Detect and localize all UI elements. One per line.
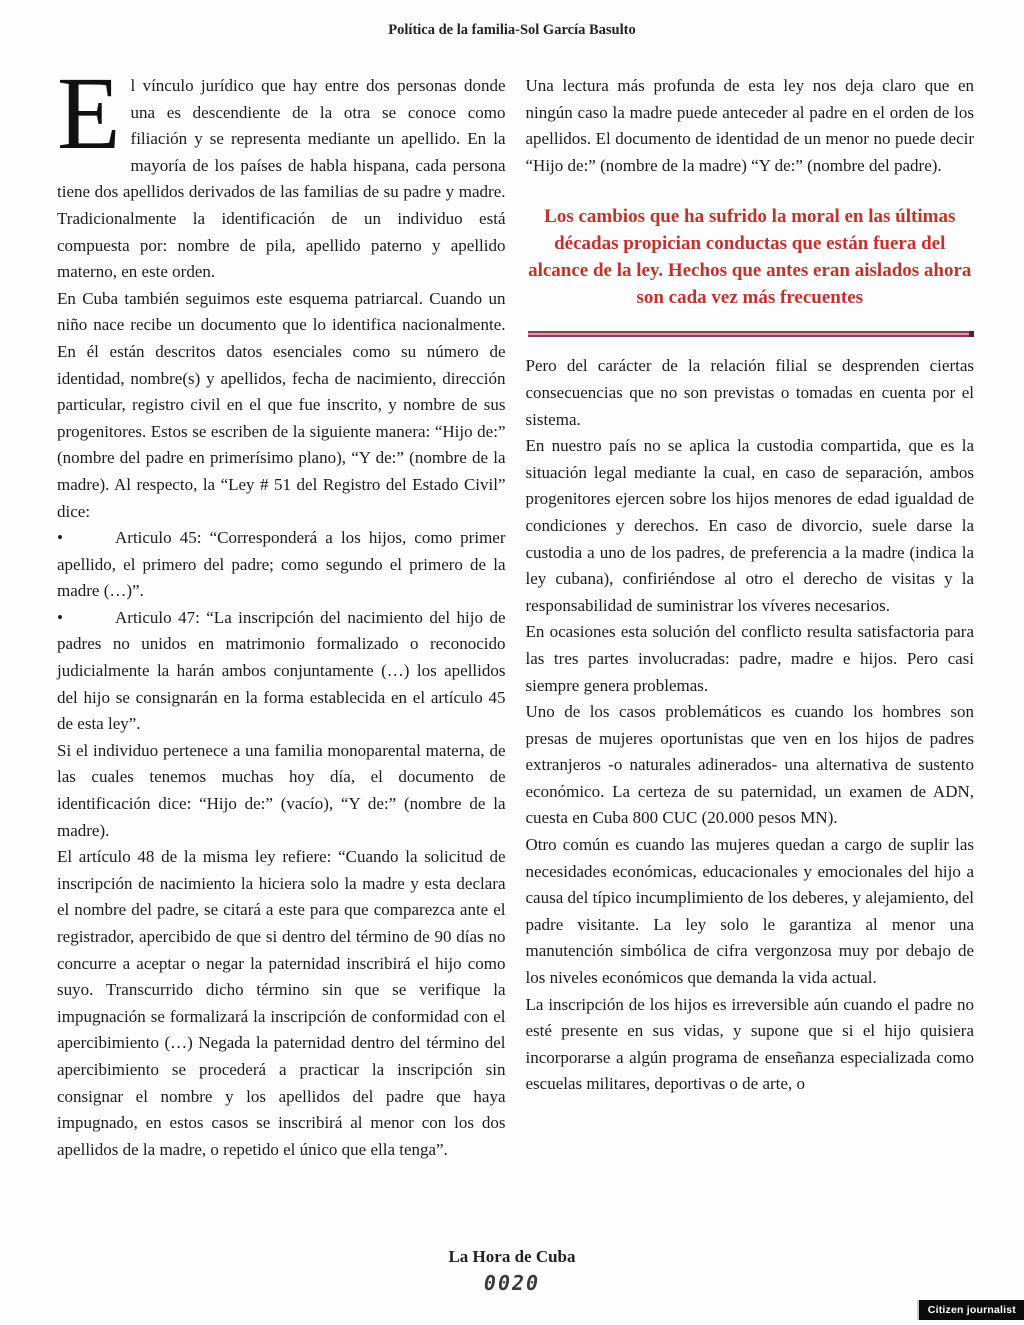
citizen-journalist-badge: Citizen journalist <box>917 1300 1024 1320</box>
paragraph-articulo-48: El artículo 48 de la misma ley refiere: “Cuando la solicitud de inscripción de nacimiento la hiciera solo la madre y esta declara el nombre del padre, se citará a este para que comparezca ante el registrador, apercibido de que si dentro del término de 90 días no concurre a aceptar o negar la paternidad inscribirá el hijo como suyo. Transcurrido dicho término sin que se verifique la impugnación se formalizará la inscripción de conformidad con el apercibimiento (…) Negada la paternidad dentro del término del apercibimiento se procederá a practicar la inscripción sin consignar el nombre y los apellidos del padre que haya impugnado, en estos casos se inscribirá al menor con los dos apellidos de la madre, o repetido el único que ella tenga”. <box>57 847 506 1159</box>
bullet-icon: • <box>57 607 63 627</box>
paragraph-intro-text: l vínculo jurídico que hay entre dos personas donde una es descendiente de la otra se conoce como filiación y se representa mediante un apellido. En la mayoría de los países de habla hispana, cada persona tiene dos apellidos derivados de las familias de su padre y madre. Tradicionalmente la identificación de un individuo está compuesta por: nombre de pila, apellido paterno y apellido materno, en este orden. <box>57 76 506 282</box>
page-footer <box>0 1247 1024 1295</box>
page-header-title: Política de la familia-Sol García Basulto <box>388 22 636 38</box>
two-column-layout <box>0 56 1024 1163</box>
bullet-item-articulo-47 <box>57 605 506 738</box>
paragraph-lectura-profunda: Una lectura más profunda de esta ley nos deja claro que en ningún caso la madre puede anteceder al padre en el orden de los apellidos. El documento de identidad de un menor no puede decir “Hijo de:” (nombre de la madre) “Y de:” (nombre del padre). <box>525 76 974 175</box>
bullet-item-text: Articulo 47: “La inscripción del nacimiento del hijo de padres no unidos en matrimonio formalizado o reconocido judicialmente la harán ambos conjuntamente (…) los apellidos del hijo se consignarán en la forma establecida en el artículo 45 de esta ley”. <box>57 607 506 734</box>
bullet-icon: • <box>57 528 63 548</box>
page-number: 0020 <box>483 1271 541 1295</box>
paragraph-intro <box>57 56 506 286</box>
bullet-item-articulo-45 <box>57 525 506 605</box>
bullet-item-text: Articulo 45: “Corresponderá a los hijos, como primer apellido, el primero del padre; como segundo el primero de la madre (…)”. <box>57 528 506 601</box>
paragraph-caracter-filial: Pero del carácter de la relación filial se desprenden ciertas consecuencias que no son previstas o tomadas en cuenta por el sistema. <box>525 356 974 429</box>
pull-quote: Los cambios que ha sufrido la moral en las últimas décadas propician conductas que están fuera del alcance de la ley. Hechos que antes eran aislados ahora son cada vez más frecuentes <box>528 206 972 309</box>
dropcap-letter: E <box>57 56 121 171</box>
paragraph-inscripcion-irreversible: La inscripción de los hijos es irreversible aún cuando el padre no esté presente en sus vidas, y supone que si el hijo quisiera incorporarse a algún programa de enseñanza especializada como escuelas militares, deportivas o de arte, o <box>525 994 974 1094</box>
paragraph-otro-comun: Otro común es cuando las mujeres quedan a cargo de suplir las necesidades económicas, educacionales y emocionales del hijo a causa del típico incumplimiento de los deberes, y alejamiento, del padre visitante. La ley solo le garantiza al menor una manutención simbólica de cifra vergonzosa muy por debajo de los niveles económicos que demanda la vida actual. <box>525 835 974 988</box>
paragraph-solucion-conflicto: En ocasiones esta solución del conflicto resulta satisfactoria para las tres partes involucradas: padre, madre e hijos. Pero casi siempre genera problemas. <box>525 622 974 695</box>
divider-rule <box>528 331 973 337</box>
left-column <box>57 56 506 1163</box>
right-column <box>526 73 975 1163</box>
paragraph-monoparental: Si el individuo pertenece a una familia monoparental materna, de las cuales tenemos muchas hoy día, el documento de identificación dice: “Hijo de:” (vacío), “Y de:” (nombre de la madre). <box>57 740 506 840</box>
footer-publication-title: La Hora de Cuba <box>448 1247 576 1266</box>
paragraph-custodia-compartida: En nuestro país no se aplica la custodia compartida, que es la situación legal mediante la cual, en caso de separación, ambos progenitores ejercen sobre los hijos menores de edad igualdad de condiciones y derechos. En caso de divorcio, suele darse la custodia a uno de los padres, de preferencia a la madre (indica la ley cubana), confiriéndose al otro el derecho de visitas y la responsabilidad de suministrar los víveres necesarios. <box>525 436 974 615</box>
paragraph-casos-problematicos: Uno de los casos problemáticos es cuando los hombres son presas de mujeres oportunistas que ven en los hijos de padres extranjeros -o naturales adinerados- una alternativa de sustento económico. La certeza de su paternidad, un examen de ADN, cuesta en Cuba 800 CUC (20.000 pesos MN). <box>525 702 974 828</box>
paragraph-cuba-esquema: En Cuba también seguimos este esquema patriarcal. Cuando un niño nace recibe un documento que lo identifica nacionalmente. En él están descritos datos esenciales como su número de identidad, nombre(s) y apellidos, fecha de nacimiento, dirección particular, registro civil en el que fue inscrito, y nombre de sus progenitores. Estos se escriben de la siguiente manera: “Hijo de:” (nombre del padre en primerísimo plano), “Y de:” (nombre de la madre). Al respecto, la “Ley # 51 del Registro del Estado Civil” dice: <box>57 288 506 521</box>
